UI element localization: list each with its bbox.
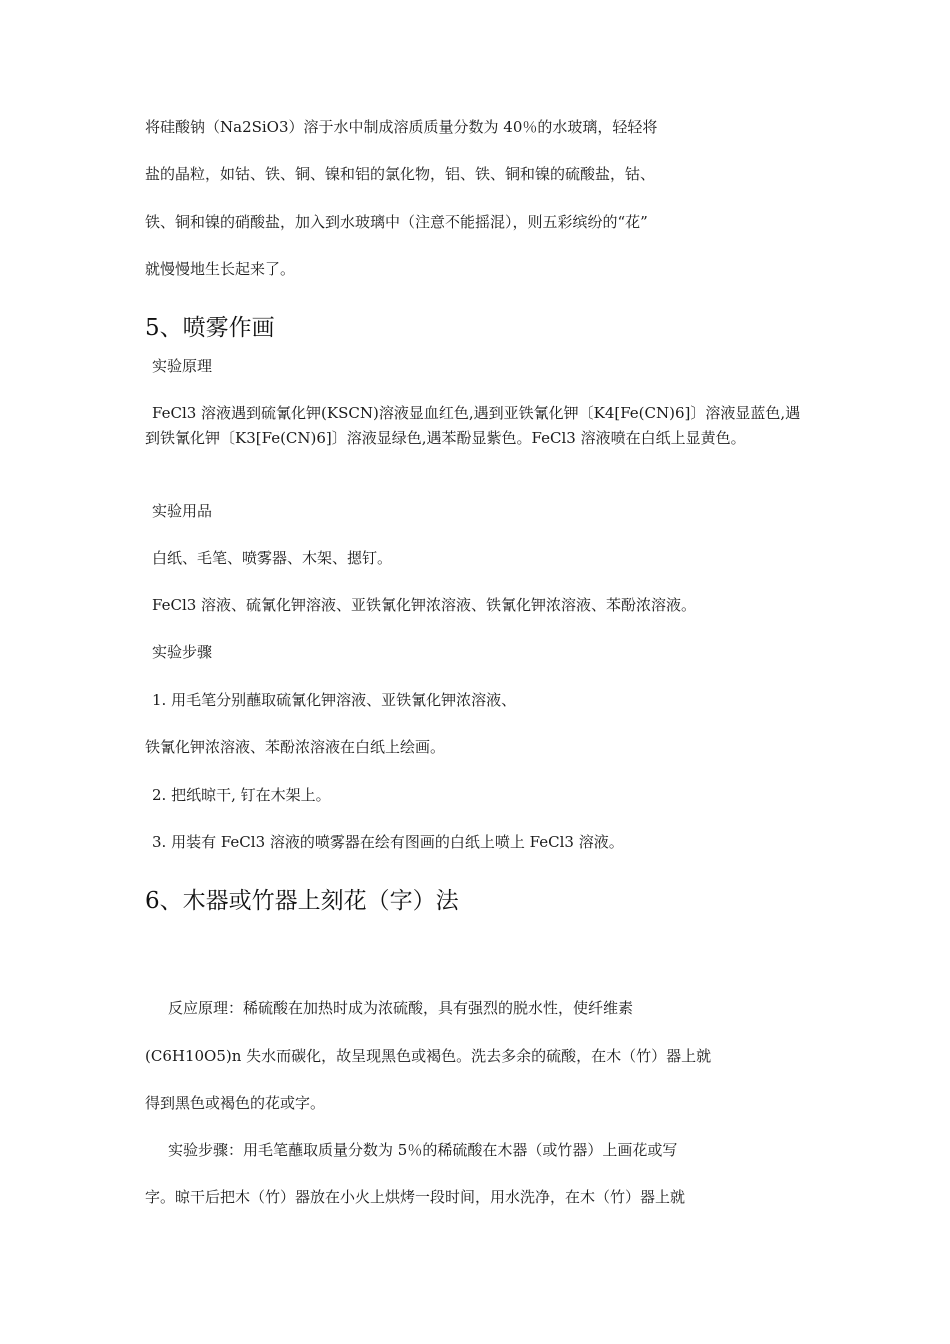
materials-line: 白纸、毛笔、喷雾器、木架、摁钉。 [152, 549, 393, 567]
step-item: 2. 把纸晾干, 钉在木架上。 [152, 786, 331, 804]
subsection-label: 实验步骤 [152, 643, 213, 661]
body-text-line: 反应原理：稀硫酸在加热时成为浓硫酸，具有强烈的脱水性，使纤维素 [168, 999, 634, 1017]
body-text-line: 实验步骤：用毛笔蘸取质量分数为 5％的稀硫酸在木器（或竹器）上画花或写 [168, 1141, 678, 1159]
body-text-line: (C6H10O5)n 失水而碳化，故呈现黑色或褐色。洗去多余的硫酸，在木（竹）器上就 [145, 1047, 712, 1065]
subsection-label: 实验原理 [152, 357, 213, 375]
body-text-line: 将硅酸钠（Na2SiO3）溶于水中制成溶质质量分数为 40％的水玻璃，轻轻将 [145, 118, 658, 136]
body-text-line: 字。晾干后把木（竹）器放在小火上烘烤一段时间，用水洗净，在木（竹）器上就 [145, 1188, 686, 1206]
step-item: 3. 用装有 FeCl3 溶液的喷雾器在绘有图画的白纸上喷上 FeCl3 溶液。 [152, 833, 624, 851]
subsection-label: 实验用品 [152, 502, 213, 520]
body-text-line: 盐的晶粒，如钴、铁、铜、镍和铝的氯化物，铝、铁、铜和镍的硫酸盐，钴、 [145, 165, 656, 183]
section-heading: 6、木器或竹器上刻花（字）法 [145, 888, 459, 914]
step-item-continued: 铁氰化钾浓溶液、苯酚浓溶液在白纸上绘画。 [145, 738, 446, 756]
step-item: 1. 用毛笔分别蘸取硫氰化钾溶液、亚铁氰化钾浓溶液、 [152, 691, 517, 709]
materials-line: FeCl3 溶液、硫氰化钾溶液、亚铁氰化钾浓溶液、铁氰化钾浓溶液、苯酚浓溶液。 [152, 596, 697, 614]
body-text-line: 就慢慢地生长起来了。 [145, 260, 296, 278]
section-heading: 5、喷雾作画 [145, 315, 275, 341]
body-text-line: 得到黑色或褐色的花或字。 [145, 1094, 326, 1112]
principle-paragraph: FeCl3 溶液遇到硫氰化钾(KSCN)溶液显血红色,遇到亚铁氰化钾〔K4[Fe(CN)6]〕溶液显蓝色,遇到铁氰化钾〔K3[Fe(CN)6]〕溶液显绿色,遇苯酚显紫色。FeCl3 溶液喷在白纸上显黄色。 [145, 404, 801, 447]
body-text-line: 铁、铜和镍的硝酸盐，加入到水玻璃中（注意不能摇混），则五彩缤纷的“花” [145, 213, 648, 231]
